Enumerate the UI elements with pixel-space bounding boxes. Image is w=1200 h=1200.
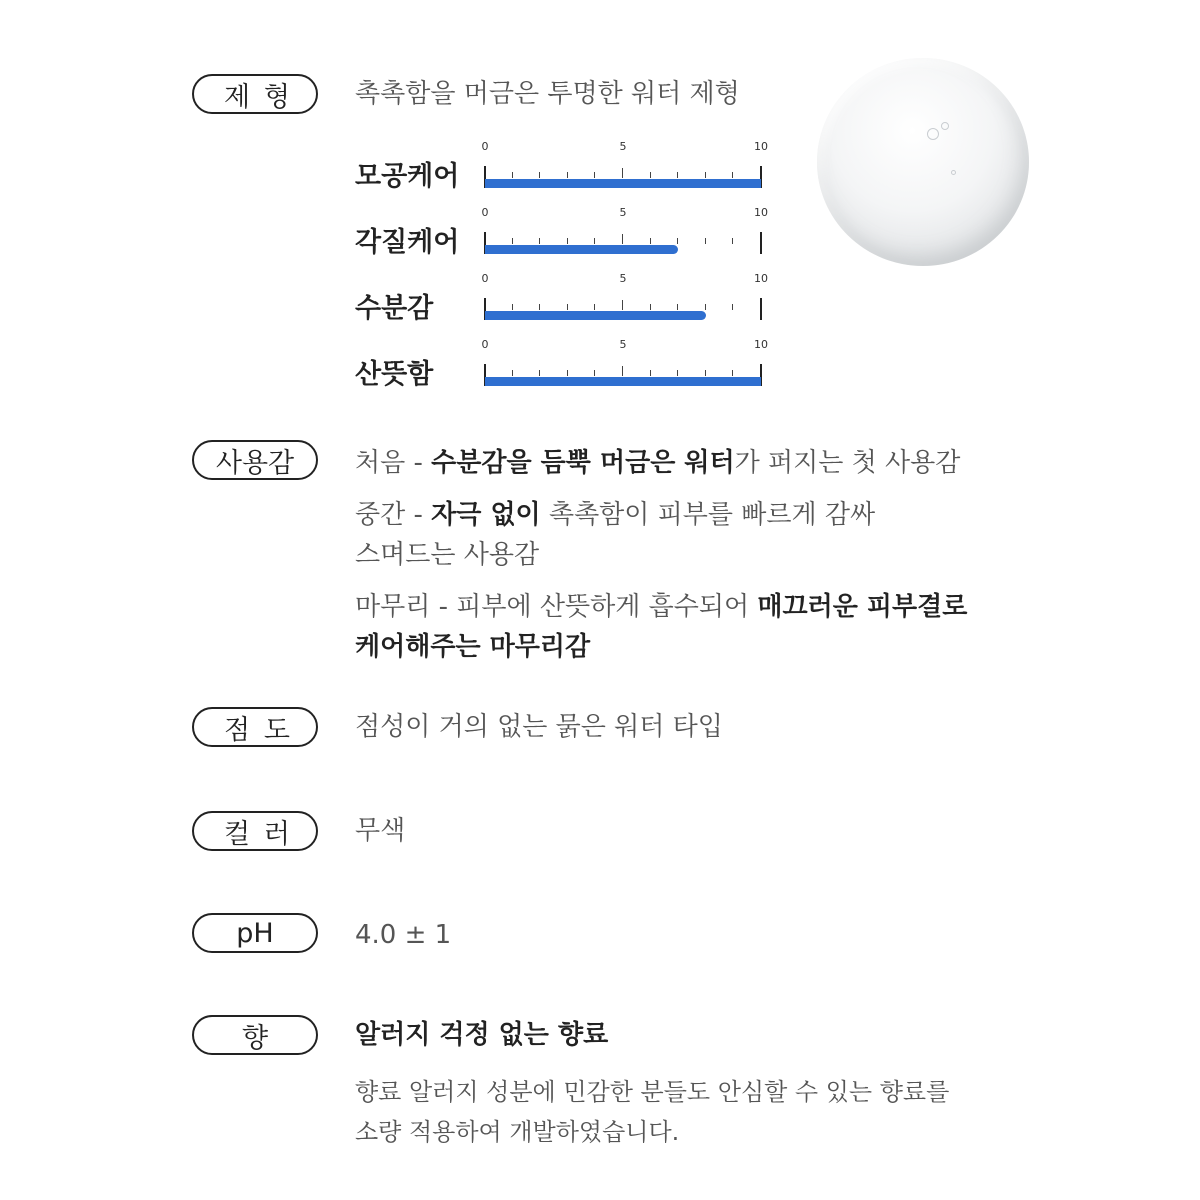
scale-number: 5 <box>619 140 627 153</box>
scale-tick <box>539 304 540 310</box>
metric-scale <box>481 206 768 256</box>
viscosity-tag-char-2: 도 <box>263 714 290 746</box>
scale-tick <box>622 300 623 310</box>
usage-middle-bold: 자극 없이 <box>431 500 541 530</box>
scale-tick <box>622 234 623 244</box>
scale-number: 0 <box>481 272 489 285</box>
metric-label: 수분감 <box>355 293 434 324</box>
scent-desc-line2: 소량 적용하여 개발하였습니다. <box>355 1118 680 1146</box>
scale-tick <box>512 238 513 244</box>
metric-label: 산뜻함 <box>355 359 434 390</box>
scale-tick <box>677 370 678 376</box>
scale-number: 5 <box>619 272 627 285</box>
metric-bar-fill <box>485 311 706 320</box>
bubble-icon <box>927 128 939 140</box>
formulation-value: 촉촉함을 머금은 투명한 워터 제형 <box>355 79 740 109</box>
scale-tick <box>650 238 651 244</box>
color-value: 무색 <box>355 816 406 846</box>
usage-middle-tail: 촉촉함이 피부를 빠르게 감싸 <box>540 500 876 530</box>
metric-scale <box>481 272 768 322</box>
scale-tick <box>539 238 540 244</box>
scale-tick <box>650 172 651 178</box>
water-droplet-image <box>817 58 1029 266</box>
formulation-tag <box>192 74 318 114</box>
usage-first <box>355 442 960 479</box>
viscosity-tag <box>192 707 318 747</box>
bubble-icon <box>941 122 949 130</box>
scale-tick <box>567 370 568 376</box>
scale-number: 10 <box>754 272 768 285</box>
formulation-tag-char-2: 형 <box>263 81 290 113</box>
usage-first-lead: 처음 - <box>355 448 432 478</box>
scale-tick <box>539 172 540 178</box>
scale-tick <box>567 304 568 310</box>
metric-scale <box>481 140 768 190</box>
scale-tick <box>760 232 762 254</box>
usage-middle <box>355 494 875 531</box>
scale-number: 0 <box>481 140 489 153</box>
usage-middle-lead: 중간 - <box>355 500 432 530</box>
usage-first-bold: 수분감을 듬뿍 머금은 워터 <box>431 448 735 478</box>
scale-number: 10 <box>754 338 768 351</box>
scale-tick <box>567 238 568 244</box>
scale-number: 5 <box>619 338 627 351</box>
scale-tick <box>567 172 568 178</box>
scale-tick <box>594 304 595 310</box>
viscosity-tag-char-1: 점 <box>224 714 251 746</box>
scale-number: 0 <box>481 206 489 219</box>
scale-tick <box>594 172 595 178</box>
color-tag <box>192 811 318 851</box>
scale-tick <box>622 366 623 376</box>
ph-tag: pH <box>192 913 318 953</box>
usage-tag: 사용감 <box>192 440 318 480</box>
metric-bar-fill <box>485 179 761 188</box>
viscosity-value: 점성이 거의 없는 묽은 워터 타입 <box>355 712 723 742</box>
scale-tick <box>705 370 706 376</box>
usage-first-tail: 가 퍼지는 첫 사용감 <box>734 448 961 478</box>
usage-middle-line2: 스며드는 사용감 <box>355 540 540 570</box>
metric-bar-fill <box>485 245 678 254</box>
color-tag-char-2: 러 <box>263 818 290 850</box>
usage-finish-line2-bold: 케어해주는 마무리감 <box>355 632 591 662</box>
ph-value: 4.0 ± 1 <box>355 920 452 950</box>
scale-tick <box>539 370 540 376</box>
scale-tick <box>594 370 595 376</box>
scale-tick <box>512 370 513 376</box>
scent-title-text: 알러지 걱정 없는 향료 <box>355 1020 609 1050</box>
scale-tick <box>650 370 651 376</box>
scale-tick <box>677 238 678 244</box>
scale-tick <box>677 172 678 178</box>
scent-desc-line1: 향료 알러지 성분에 민감한 분들도 안심할 수 있는 향료를 <box>355 1078 950 1106</box>
scale-number: 10 <box>754 140 768 153</box>
scale-tick <box>622 168 623 178</box>
scale-tick <box>760 298 762 320</box>
usage-finish <box>355 586 967 623</box>
scale-tick <box>732 172 733 178</box>
metric-label: 각질케어 <box>355 227 460 258</box>
scale-tick <box>705 238 706 244</box>
scale-number: 10 <box>754 206 768 219</box>
usage-finish-line2 <box>355 626 590 663</box>
scale-tick <box>594 238 595 244</box>
metric-scale <box>481 338 768 388</box>
scale-number: 0 <box>481 338 489 351</box>
scent-tag: 향 <box>192 1015 318 1055</box>
usage-finish-lead: 마무리 - 피부에 산뜻하게 흡수되어 <box>355 592 758 622</box>
scale-tick <box>512 304 513 310</box>
metric-bar-fill <box>485 377 761 386</box>
scale-tick <box>677 304 678 310</box>
scale-tick <box>650 304 651 310</box>
scale-tick <box>705 304 706 310</box>
scale-tick <box>732 370 733 376</box>
scale-tick <box>512 172 513 178</box>
scent-title <box>355 1015 608 1055</box>
bubble-icon <box>951 170 956 175</box>
scale-number: 5 <box>619 206 627 219</box>
usage-finish-bold: 매끄러운 피부결로 <box>757 592 968 622</box>
scale-tick <box>732 238 733 244</box>
scale-tick <box>732 304 733 310</box>
formulation-tag-char-1: 제 <box>224 81 251 113</box>
metric-label: 모공케어 <box>355 161 460 192</box>
color-tag-char-1: 컬 <box>224 818 251 850</box>
scale-tick <box>705 172 706 178</box>
